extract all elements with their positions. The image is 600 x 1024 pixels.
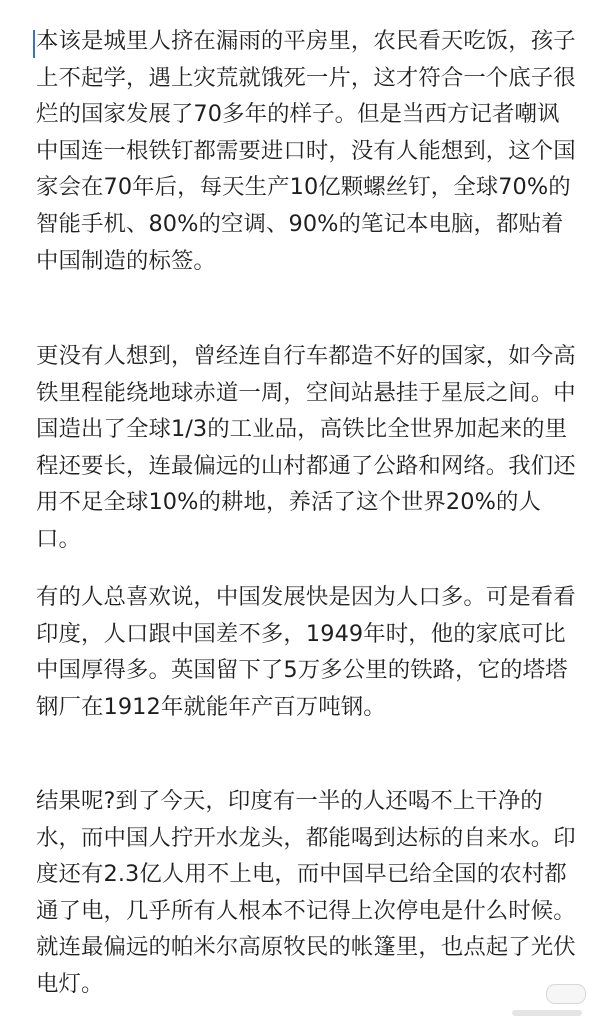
paragraph-4: 结果呢?到了今天，印度有一半的人还喝不上干净的水，而中国人拧开水龙头，都能喝到达标的自来水。印度还有2.3亿人用不上电，而中国早已给全国的农村都通了电，几乎所有人根本不记得上次停电是什么时候。就连最偏远的帕米尔高原牧民的帐篷里，也点起了光伏电灯。 [36,788,576,997]
watermark-badge-icon [546,984,586,1004]
text-cursor [33,30,35,58]
watermark-logo [510,984,586,1018]
watermark-line-icon [512,1010,582,1016]
paragraph-3: 有的人总喜欢说，中国发展快是因为人口多。可是看看印度，人口跟中国差不多，1949年时，他的家底可比中国厚得多。英国留下了5万多公里的铁路，它的塔塔钢厂在1912年就能年产百万吨钢。 [36,584,576,720]
paragraph-1: 本该是城里人挤在漏雨的平房里，农民看天吃饭，孩子上不起学，遇上灾荒就饿死一片，这才符合一个底子很烂的国家发展了70多年的样子。但是当西方记者嘲讽中国连一根铁钉都需要进口时，没有人能想到，这个国家会在70年后，每天生产10亿颗螺丝钉，全球70%的智能手机、80%的空调、90%的笔记本电脑，都贴着中国制造的标签。 [36,28,576,274]
paragraph-2: 更没有人想到，曾经连自行车都造不好的国家，如今高铁里程能绕地球赤道一周，空间站悬挂于星辰之间。中国造出了全球1/3的工业品，高铁比全世界加起来的里程还要长，连最偏远的山村都通了公路和网络。我们还用不足全球10%的耕地，养活了这个世界20%的人口。 [36,343,576,552]
